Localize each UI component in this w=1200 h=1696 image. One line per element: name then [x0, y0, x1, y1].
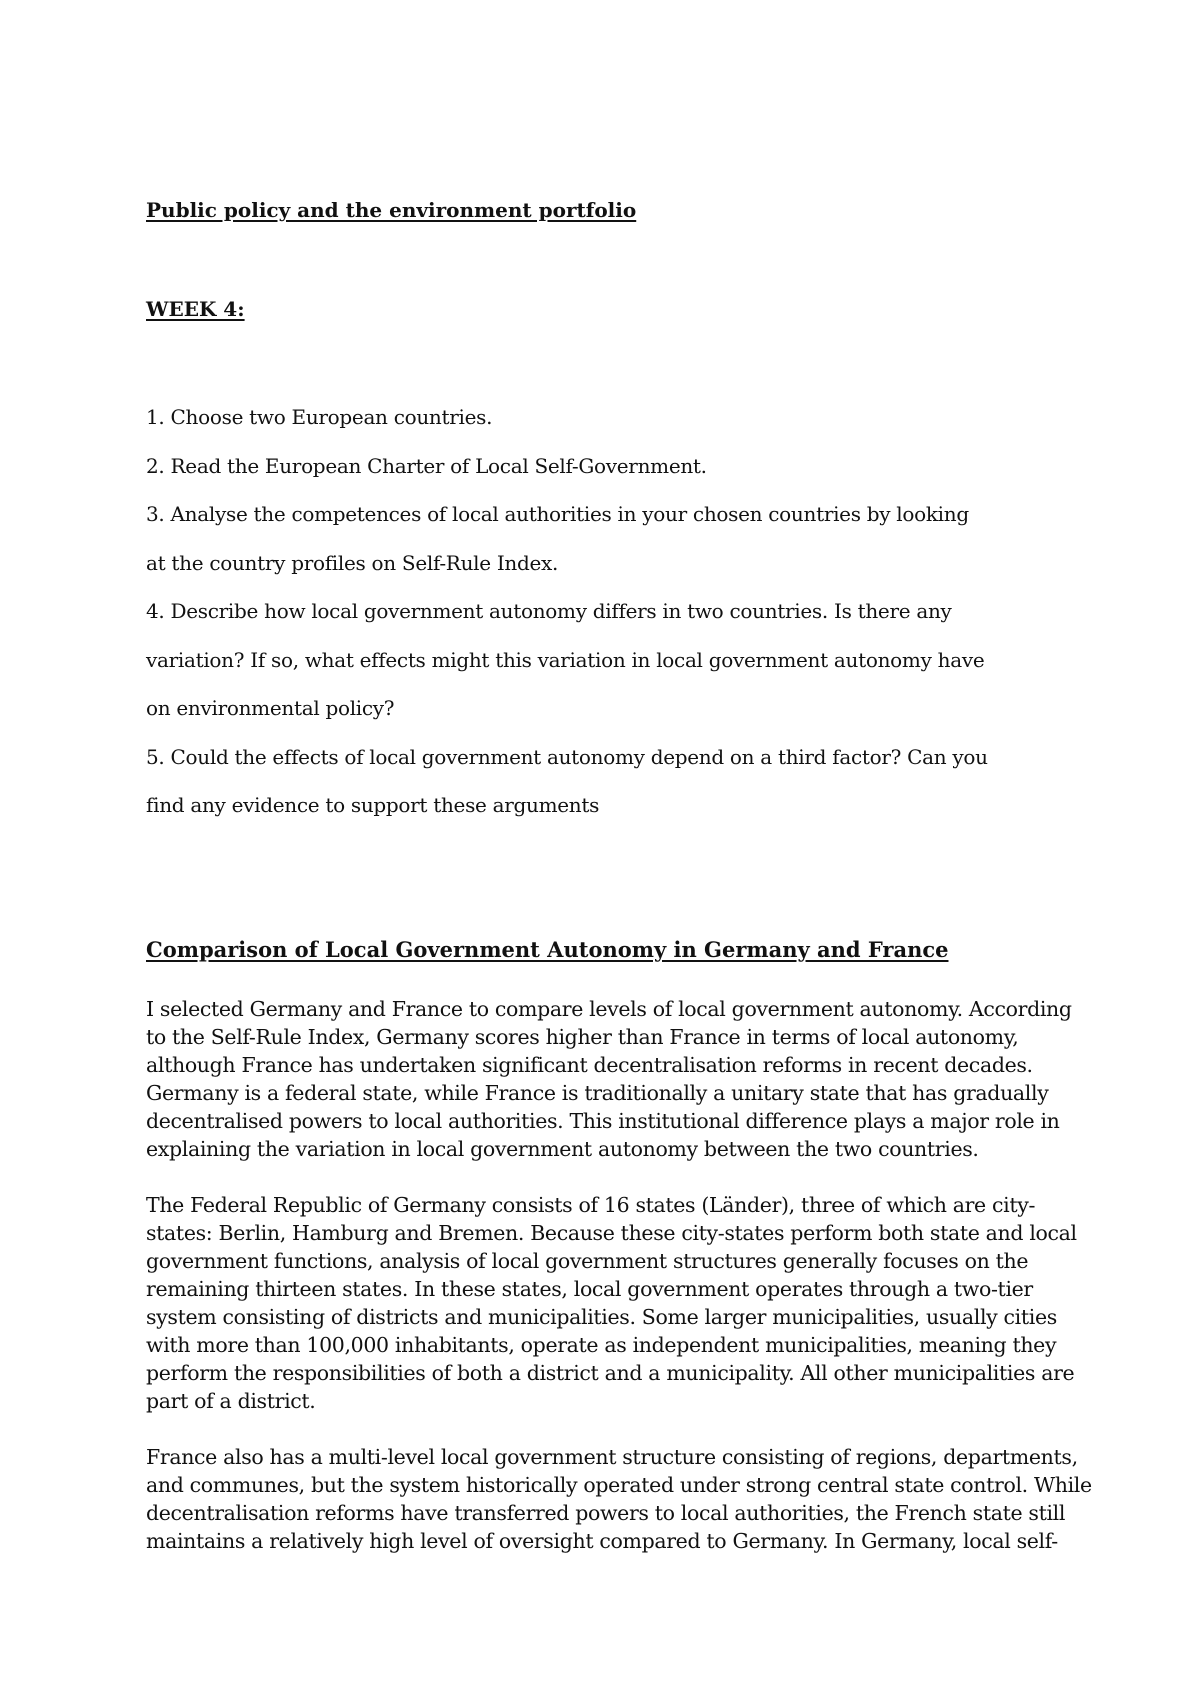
paragraph-line: and communes, but the system historically operated under strong central state control. While — [146, 1473, 1092, 1497]
paragraph-line: system consisting of districts and municipalities. Some larger municipalities, usually cities — [146, 1305, 1057, 1329]
task-5-line-1: 5. Could the effects of local government autonomy depend on a third factor? Can you — [146, 744, 988, 769]
paragraph-line: The Federal Republic of Germany consists of 16 states (Länder), three of which are city- — [146, 1193, 1036, 1217]
paragraph-line: remaining thirteen states. In these states, local government operates through a two-tier — [146, 1277, 1033, 1301]
task-3-line-2: at the country profiles on Self-Rule Index. — [146, 550, 559, 575]
paragraph-line: I selected Germany and France to compare levels of local government autonomy. According — [146, 997, 1072, 1021]
comparison-heading: Comparison of Local Government Autonomy in Germany and France — [146, 937, 949, 962]
task-4-line-1: 4. Describe how local government autonomy differs in two countries. Is there any — [146, 599, 952, 623]
task-3-line-1: 3. Analyse the competences of local authorities in your chosen countries by looking — [146, 502, 969, 526]
paragraph-line: explaining the variation in local government autonomy between the two countries. — [146, 1137, 979, 1161]
task-2-line-1: 2. Read the European Charter of Local Self-Government. — [146, 453, 707, 478]
task-4-line-2: variation? If so, what effects might this variation in local government autonomy have — [146, 647, 985, 672]
paragraph-line: decentralisation reforms have transferred powers to local authorities, the French state still — [146, 1501, 1066, 1525]
paragraph-line: part of a district. — [146, 1389, 316, 1413]
paragraph-intro — [146, 995, 1072, 1163]
week-heading: WEEK 4: — [146, 297, 245, 321]
paragraph-line: France also has a multi-level local government structure consisting of regions, departments, — [146, 1445, 1078, 1469]
document-title: Public policy and the environment portfolio — [146, 198, 637, 222]
paragraph-line: decentralised powers to local authorities. This institutional difference plays a major role in — [146, 1109, 1060, 1133]
paragraph-line: maintains a relatively high level of oversight compared to Germany. In Germany, local self- — [146, 1529, 1058, 1553]
paragraph-line: Germany is a federal state, while France is traditionally a unitary state that has gradually — [146, 1081, 1049, 1105]
paragraph-line: states: Berlin, Hamburg and Bremen. Because these city-states perform both state and local — [146, 1221, 1077, 1245]
paragraph-line: government functions, analysis of local government structures generally focuses on the — [146, 1249, 1029, 1273]
paragraph-line: perform the responsibilities of both a district and a municipality. All other municipalities are — [146, 1361, 1075, 1385]
task-4-line-3: on environmental policy? — [146, 696, 395, 720]
task-5-line-2: find any evidence to support these arguments — [146, 793, 600, 817]
task-1-line-1: 1. Choose two European countries. — [146, 405, 493, 429]
paragraph-line: to the Self-Rule Index, Germany scores higher than France in terms of local autonomy, — [146, 1025, 1019, 1049]
paragraph-line: although France has undertaken significant decentralisation reforms in recent decades. — [146, 1053, 1033, 1077]
paragraph-line: with more than 100,000 inhabitants, operate as independent municipalities, meaning they — [146, 1333, 1057, 1357]
paragraph-germany — [146, 1191, 1077, 1415]
task-list — [146, 393, 1046, 830]
paragraph-france — [146, 1443, 1092, 1555]
essay-body — [146, 995, 1092, 1583]
